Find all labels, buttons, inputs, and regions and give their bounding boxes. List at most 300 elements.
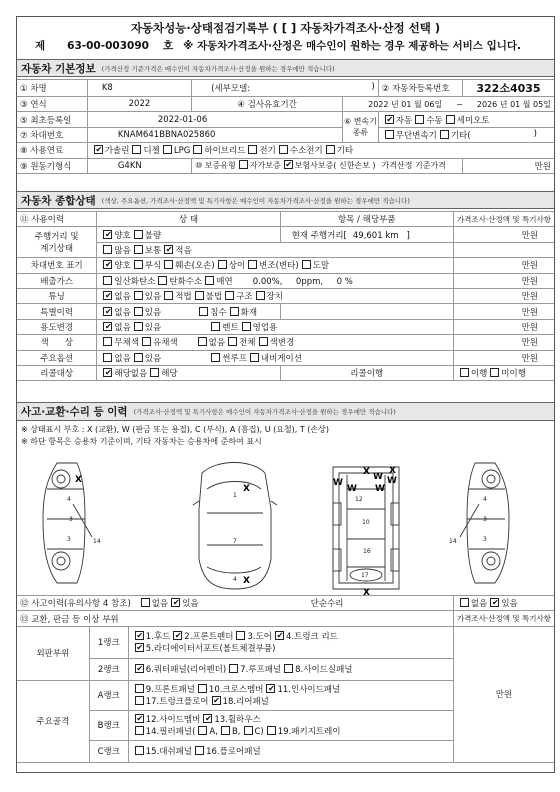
checkbox-fuel-other[interactable] <box>326 145 335 154</box>
label-mileage-2: 계기상태 <box>40 244 74 255</box>
value-engine: G4KN <box>87 158 191 173</box>
service-notice: ※ 자동차가격조사·산정은 매수인이 원하는 경우 제공하는 서비스 입니다. <box>183 40 522 52</box>
mileage-value: 49,601 km <box>352 230 399 241</box>
opt-manual: 수동 <box>426 115 443 126</box>
checkbox-use-none[interactable] <box>103 322 112 331</box>
rank2-items <box>128 658 453 680</box>
opt-history-yes: 있음 <box>144 307 162 318</box>
checkbox-hydrogen[interactable] <box>279 145 288 154</box>
col-item: 항목 / 해당부품 <box>280 212 453 227</box>
value-vin: KNAM641BBNA025860 <box>87 127 342 142</box>
opt-mileage-many: 많음 <box>114 245 131 256</box>
vehicle-basis-note: ※ 하단 항목은 승용차 기준이며, 기타 자동차는 승용차에 준하여 표시 <box>21 437 262 446</box>
label-rankA: A랭크 <box>89 680 128 710</box>
mark-exchange: X <box>243 484 250 494</box>
car-diagram-panel <box>17 449 556 595</box>
table-row <box>17 273 554 288</box>
checkbox-flood[interactable] <box>199 307 208 316</box>
value-reg-number <box>462 80 554 97</box>
part-number-label: 4 <box>483 496 487 503</box>
opt-color-full: 전체 <box>239 338 256 349</box>
opt-recall-notdone: 미이행 <box>501 369 526 380</box>
checkbox-diesel[interactable] <box>132 145 141 154</box>
opt-semi: 세미오토 <box>456 115 490 126</box>
mark-exchange: X <box>243 576 250 586</box>
label-simple-repair: 단순수리 <box>310 599 344 610</box>
detail-model-end: ) <box>371 82 375 92</box>
opt-vin-damage: 훼손(오손) <box>175 261 215 272</box>
value-base-price: 만원 <box>462 158 554 173</box>
vin-mark-opts <box>97 258 454 273</box>
emission-opts <box>97 273 454 288</box>
part-trunk-floor: 17.트렁크플로어 <box>145 697 209 708</box>
label-vin: ⑦ 차대번호 <box>17 127 87 142</box>
checkbox-semi[interactable] <box>446 115 455 124</box>
overall-status-table <box>17 211 554 381</box>
table-row <box>17 350 554 365</box>
checkbox-color-change[interactable] <box>259 337 268 346</box>
part-number-label: 3 <box>69 516 73 523</box>
number-prefix: 제 <box>35 40 46 52</box>
color-opts <box>97 335 454 350</box>
special-history-item <box>280 304 453 319</box>
checkbox-recall-none[interactable] <box>103 368 112 377</box>
checkbox-quarter-panel[interactable] <box>135 664 144 673</box>
checkbox-radiator-support[interactable] <box>135 643 144 652</box>
part-roof-panel: 7.루프패널 <box>240 665 282 676</box>
table-row <box>17 365 554 380</box>
checkbox-mileage-normal[interactable] <box>134 245 143 254</box>
part-side-member: 12.사이드멤버 <box>145 715 201 726</box>
label-tuning: 튜닝 <box>17 288 97 303</box>
checkbox-tuning-structure[interactable] <box>225 291 234 300</box>
price-tuning: 만원 <box>453 288 554 303</box>
checkbox-cross-member[interactable] <box>198 684 207 693</box>
opt-other-close: ) <box>533 128 537 139</box>
opt-tuning-legal: 적법 <box>175 292 192 303</box>
label-reg-number: ② 자동차등록번호 <box>378 80 462 97</box>
label-rankC: C랭크 <box>89 740 128 762</box>
mark-welding: W <box>373 472 383 482</box>
price-mileage: 만원 <box>453 227 554 242</box>
checkbox-front-panel[interactable] <box>135 684 144 693</box>
label-validity: ④ 검사유효기간 <box>192 97 343 112</box>
recall-done-opts <box>453 365 554 380</box>
reg-number: 322소4035 <box>476 82 541 95</box>
part-pillar-a: A, <box>209 727 218 738</box>
part-number-label: 1 <box>233 492 237 499</box>
checkbox-tuning-yes[interactable] <box>134 291 143 300</box>
opt-insurer-warranty: 보험사보증( 신한손보 ) <box>294 161 376 171</box>
checkbox-chromatic[interactable] <box>142 337 151 346</box>
basic-info-header <box>17 59 554 77</box>
checkbox-inside-panel[interactable] <box>266 684 275 693</box>
inspection-record-page <box>16 16 555 773</box>
label-vin-mark: 차대번호 표기 <box>17 258 97 273</box>
label-fuel: ⑧ 사용연료 <box>17 143 87 158</box>
part-cross-member: 10.크로스멤버 <box>208 685 264 696</box>
part-hood: 1.후드 <box>145 632 171 643</box>
checkbox-mileage-many[interactable] <box>103 245 112 254</box>
checkbox-pillar-c[interactable] <box>244 726 253 735</box>
label-emission: 배출가스 <box>17 273 97 288</box>
opt-tuning-none: 없음 <box>114 292 131 303</box>
mark-exchange: X <box>363 467 370 477</box>
special-history-opts <box>97 304 280 319</box>
checkbox-floor-panel[interactable] <box>195 746 204 755</box>
label-special-history: 특별이력 <box>17 304 97 319</box>
part-number-label: 14 <box>93 538 101 545</box>
table-row <box>17 596 554 611</box>
part-number-label: 3 <box>483 516 487 523</box>
price-options: 만원 <box>453 350 554 365</box>
mark-welding: W <box>387 476 397 486</box>
opt-mileage-low: 적음 <box>175 245 192 256</box>
table-row <box>17 242 554 257</box>
price-use: 만원 <box>453 319 554 334</box>
checkbox-package-tray[interactable] <box>267 726 276 735</box>
opt-use-yes: 있음 <box>144 322 162 333</box>
accident-price: 만원 <box>453 626 554 762</box>
checkbox-navigation[interactable] <box>250 353 259 362</box>
checkbox-vin-painted[interactable] <box>302 260 311 269</box>
opt-accident-yes: 있음 <box>182 599 199 610</box>
mark-exchange: X <box>363 588 370 595</box>
document-number-line <box>35 38 521 53</box>
transmission-options-1 <box>378 112 554 127</box>
part-dash-panel: 15.대쉬패널 <box>145 747 193 758</box>
mileage-level-opts <box>97 242 454 257</box>
opt-diesel: 디젤 <box>143 146 160 157</box>
checkbox-option-yes[interactable] <box>134 353 143 362</box>
opt-tuning-device: 장치 <box>266 292 283 303</box>
opt-tuning-illegal: 불법 <box>205 292 223 303</box>
table-row <box>17 335 554 350</box>
part-number-label: 17 <box>361 572 369 579</box>
checkbox-wheel-house[interactable] <box>203 714 212 723</box>
mileage-close: ] <box>406 230 410 241</box>
recall-item: 리콜이행 <box>280 365 453 380</box>
label-rank1: 1랭크 <box>89 626 128 658</box>
record-number: 63-00-003090 <box>67 40 149 52</box>
validity-tilde: ~ <box>456 99 463 109</box>
opt-history-none: 없음 <box>114 307 131 318</box>
accident-history-row <box>17 596 453 611</box>
validity-end: 2026 년 01 월 05일 <box>476 99 551 109</box>
checkbox-auto[interactable] <box>385 115 394 124</box>
label-transmission-2: 종류 <box>352 128 369 138</box>
checkbox-door[interactable] <box>236 631 245 640</box>
basic-info-table <box>17 79 554 174</box>
status-symbol-note: ※ 상태표시 부호 : X (교환), W (판금 또는 용접), C (부식), A (흠집), U (요철), T (손상) <box>21 425 330 434</box>
checkbox-accident-yes[interactable] <box>171 598 180 607</box>
opt-auto: 자동 <box>395 115 413 126</box>
checkbox-sunroof[interactable] <box>211 353 220 362</box>
car-left-side-view <box>43 463 92 583</box>
tuning-opts <box>97 288 454 303</box>
use-change-opts <box>97 319 454 334</box>
transmission-options-2 <box>378 127 554 142</box>
label-color: 색 상 <box>17 335 97 350</box>
opt-hc: 탄화수소 <box>169 276 203 287</box>
part-rear-panel: 18.리어패널 <box>222 697 269 708</box>
mark-exchange: X <box>389 466 396 476</box>
opt-cvt: 무단변속기 <box>395 130 437 141</box>
overall-status-note: (색상, 주요옵션, 가격조사·산정액 및 특기사항은 매수인이 자동차가격조사·산정을 원하는 경우에만 적습니다) <box>101 196 410 205</box>
validity-start: 2022 년 01 월 06일 <box>368 99 443 109</box>
opt-vin-altered: 변조(변타) <box>259 261 299 272</box>
checkbox-mileage-low[interactable] <box>164 245 173 254</box>
checkbox-other[interactable] <box>440 130 449 139</box>
part-floor-panel: 16.플로어패널 <box>206 747 261 758</box>
checkbox-electric[interactable] <box>248 145 257 154</box>
table-row <box>17 127 554 142</box>
table-row <box>17 288 554 303</box>
checkbox-repair-none[interactable] <box>460 598 469 607</box>
checkbox-history-yes[interactable] <box>134 307 143 316</box>
mileage-gauge-opts <box>97 227 280 242</box>
opt-sunroof: 썬루프 <box>222 353 247 364</box>
part-package-tray: 19.패키지트레이 <box>277 727 341 738</box>
warranty-options <box>192 158 463 173</box>
label-engine: ⑨ 원동기형식 <box>17 158 87 173</box>
part-pillar-b: B, <box>231 727 241 738</box>
checkbox-roof-panel[interactable] <box>229 664 238 673</box>
basic-info-note: (가격산정 기준가격은 매수인이 자동차가격조사·산정을 원하는 경우에만 적습니다) <box>101 64 335 73</box>
checkbox-insurer-warranty[interactable] <box>284 160 293 169</box>
checkbox-gasoline[interactable] <box>94 145 103 154</box>
label-car-name: ① 차명 <box>17 80 87 97</box>
checkbox-color-none[interactable] <box>198 337 207 346</box>
checkbox-hc[interactable] <box>158 276 167 285</box>
opt-smoke: 매연 <box>216 276 233 287</box>
table-row <box>17 258 554 273</box>
checkbox-trunk-floor[interactable] <box>135 696 144 705</box>
checkbox-pillar-b[interactable] <box>221 726 230 735</box>
opt-hydrogen: 수소전기 <box>289 146 323 157</box>
checkbox-gauge-good[interactable] <box>103 230 112 239</box>
detail-model-label: (세부모델: <box>211 84 251 94</box>
overall-status-header <box>17 191 554 209</box>
label-main-frame: 주요골격 <box>17 680 89 762</box>
opt-gasoline: 가솔린 <box>104 146 130 157</box>
checkbox-trunk-lid[interactable] <box>275 631 284 640</box>
mileage-value-cell <box>280 227 453 242</box>
opt-achromatic: 무채색 <box>114 338 139 349</box>
part-pillar-panel: 14.필러패널( <box>145 727 196 738</box>
opt-tuning-structure: 구조 <box>236 292 253 303</box>
label-main-options: 주요옵션 <box>17 350 97 365</box>
checkbox-accident-none[interactable] <box>141 598 150 607</box>
checkbox-option-none[interactable] <box>103 353 112 362</box>
opt-repair-yes: 있음 <box>501 599 518 610</box>
rankB-items <box>128 710 453 740</box>
mark-exchange: X <box>75 475 82 485</box>
label-transmission <box>343 112 379 143</box>
checkbox-recall-done[interactable] <box>460 368 469 377</box>
part-front-fender: 2.프론트펜더 <box>184 632 234 643</box>
checkbox-vin-diff[interactable] <box>218 260 227 269</box>
table-row <box>17 80 554 97</box>
col-status: 상 태 <box>97 212 280 227</box>
checkbox-manual[interactable] <box>415 115 424 124</box>
part-quarter-panel: 6.쿼터패널(리어펜더) <box>145 665 227 676</box>
part-trunk-lid: 4.트렁크 리드 <box>286 632 338 643</box>
table-row <box>17 227 554 242</box>
opt-color-none: 없음 <box>208 338 226 349</box>
checkbox-vin-corrosion[interactable] <box>134 260 143 269</box>
part-number-label: 14 <box>449 538 457 545</box>
mark-welding: W <box>347 484 357 494</box>
part-door: 3.도어 <box>247 632 272 643</box>
part-front-panel: 9.프론트패널 <box>145 685 195 696</box>
opt-vin-corrosion: 부식 <box>144 261 162 272</box>
part-number-label: 7 <box>233 538 237 545</box>
part-number-label: 12 <box>355 496 363 503</box>
opt-vin-good: 양호 <box>114 261 131 272</box>
part-pillar-c: C) <box>254 727 264 738</box>
checkbox-lpg[interactable] <box>163 145 172 154</box>
accident-history-header <box>17 402 554 421</box>
car-right-side-view <box>460 463 509 583</box>
opt-recall-yes: 해당 <box>161 369 178 380</box>
simple-repair-opts <box>453 596 554 611</box>
value-validity <box>343 97 554 112</box>
checkbox-self-warranty[interactable] <box>239 160 248 169</box>
opt-tuning-yes: 있음 <box>144 292 162 303</box>
car-top-view <box>193 463 277 590</box>
part-number-label: 4 <box>67 496 71 503</box>
checkbox-hybrid[interactable] <box>193 145 202 154</box>
opt-recall-done: 이행 <box>470 369 488 380</box>
checkbox-commercial[interactable] <box>242 322 251 331</box>
label-warranty: ⑩ 보증유형 <box>195 161 236 171</box>
fuel-options <box>87 143 554 158</box>
opt-co: 일산화탄소 <box>114 276 156 287</box>
table-row <box>17 143 554 158</box>
checkbox-co[interactable] <box>103 276 112 285</box>
opt-accident-none: 없음 <box>151 599 169 610</box>
table-row <box>17 97 554 112</box>
opt-option-none: 없음 <box>114 353 131 364</box>
checkbox-vin-good[interactable] <box>103 260 112 269</box>
emission-values: 0.00%, 0ppm, 0 % <box>252 276 353 287</box>
accident-history-title: 사고·교환·수리 등 이력 <box>21 406 128 418</box>
rankA-items <box>128 680 453 710</box>
checkbox-side-sill[interactable] <box>284 664 293 673</box>
label-recall: 리콜대상 <box>17 365 97 380</box>
part-radiator-support: 5.라디에이터서포트(볼트체결부품) <box>145 644 276 655</box>
price-empty <box>453 242 554 257</box>
checkbox-tuning-device[interactable] <box>256 291 265 300</box>
detail-model <box>192 80 379 97</box>
checkbox-repair-yes[interactable] <box>490 598 499 607</box>
opt-use-none: 없음 <box>114 322 131 333</box>
checkbox-side-member[interactable] <box>135 714 144 723</box>
opt-fire: 화재 <box>240 307 258 318</box>
opt-other: 기타( <box>450 130 471 141</box>
opt-option-yes: 있음 <box>144 353 162 364</box>
value-first-reg: 2022-01-06 <box>87 112 342 127</box>
overall-status-title: 자동차 종합상태 <box>21 194 96 207</box>
checkbox-recall-notdone[interactable] <box>490 368 499 377</box>
opt-hybrid: 하이브리드 <box>204 146 246 157</box>
accident-table <box>17 595 554 763</box>
checkbox-rent[interactable] <box>211 322 220 331</box>
checkbox-gauge-bad[interactable] <box>134 230 143 239</box>
document-title: 자동차성능·상태점검기록부 ( [ ] 자동차가격조사·산정 선택 ) <box>130 21 441 35</box>
mark-welding: W <box>375 484 385 494</box>
opt-electric: 전기 <box>259 146 276 157</box>
opt-gauge-good: 양호 <box>114 230 131 241</box>
checkbox-tuning-none[interactable] <box>103 291 112 300</box>
checkbox-history-none[interactable] <box>103 307 112 316</box>
part-number-label: 3 <box>67 536 71 543</box>
checkbox-dash-panel[interactable] <box>135 746 144 755</box>
checkbox-achromatic[interactable] <box>103 337 112 346</box>
part-number-label: 10 <box>362 519 370 526</box>
label-outer-panel: 외판부위 <box>17 626 89 680</box>
label-use-change: 용도변경 <box>17 319 97 334</box>
label-base-price: 가격산정 기준가격 <box>381 161 446 171</box>
part-inside-panel: 11.인사이드패널 <box>277 685 341 696</box>
table-row <box>17 319 554 334</box>
label-year: ③ 연식 <box>17 97 87 112</box>
opt-recall-none: 해당없음 <box>114 369 148 380</box>
checkbox-pillar-a[interactable] <box>198 726 207 735</box>
checkbox-tuning-illegal[interactable] <box>195 291 204 300</box>
part-wheel-house: 13.휠하우스 <box>214 715 261 726</box>
opt-lpg: LPG <box>173 146 191 157</box>
checkbox-use-yes[interactable] <box>134 322 143 331</box>
rankC-items <box>128 740 453 762</box>
main-options-opts <box>97 350 454 365</box>
table-row <box>17 112 554 127</box>
checkbox-cvt[interactable] <box>385 130 394 139</box>
opt-rent: 렌트 <box>222 322 239 333</box>
opt-gauge-bad: 불량 <box>144 230 162 241</box>
label-first-reg: ⑤ 최초등록일 <box>17 112 87 127</box>
checkbox-vin-damage[interactable] <box>164 260 173 269</box>
opt-chromatic: 유채색 <box>153 338 178 349</box>
checkbox-vin-altered[interactable] <box>248 260 257 269</box>
checkbox-pillar-panel[interactable] <box>135 726 144 735</box>
price-emission: 만원 <box>453 273 554 288</box>
checkbox-recall-yes[interactable] <box>150 368 159 377</box>
label-rankB: B랭크 <box>89 710 128 740</box>
opt-fuel-other: 기타 <box>336 146 354 157</box>
col-price: 가격조사·산정액 및 특기사항 <box>453 212 554 227</box>
checkbox-color-full[interactable] <box>228 337 237 346</box>
checkbox-front-fender[interactable] <box>173 631 182 640</box>
table-row <box>17 304 554 319</box>
price-history: 만원 <box>453 304 554 319</box>
checkbox-smoke[interactable] <box>205 276 214 285</box>
value-year: 2022 <box>87 97 191 112</box>
price-color: 만원 <box>453 335 554 350</box>
table-row <box>17 626 554 658</box>
value-car-name: K8 <box>87 80 191 97</box>
checkbox-fire[interactable] <box>230 307 239 316</box>
checkbox-rear-panel[interactable] <box>212 696 221 705</box>
checkbox-tuning-legal[interactable] <box>164 291 173 300</box>
checkbox-hood[interactable] <box>135 631 144 640</box>
opt-vin-diff: 상이 <box>228 261 246 272</box>
label-abnormal-parts: ⑬ 교환, 판금 등 이상 부위 <box>17 611 453 626</box>
mileage-label: 현재 주행거리[ <box>291 230 347 241</box>
opt-color-change: 색변경 <box>269 338 295 349</box>
label-rank2: 2랭크 <box>89 658 128 680</box>
